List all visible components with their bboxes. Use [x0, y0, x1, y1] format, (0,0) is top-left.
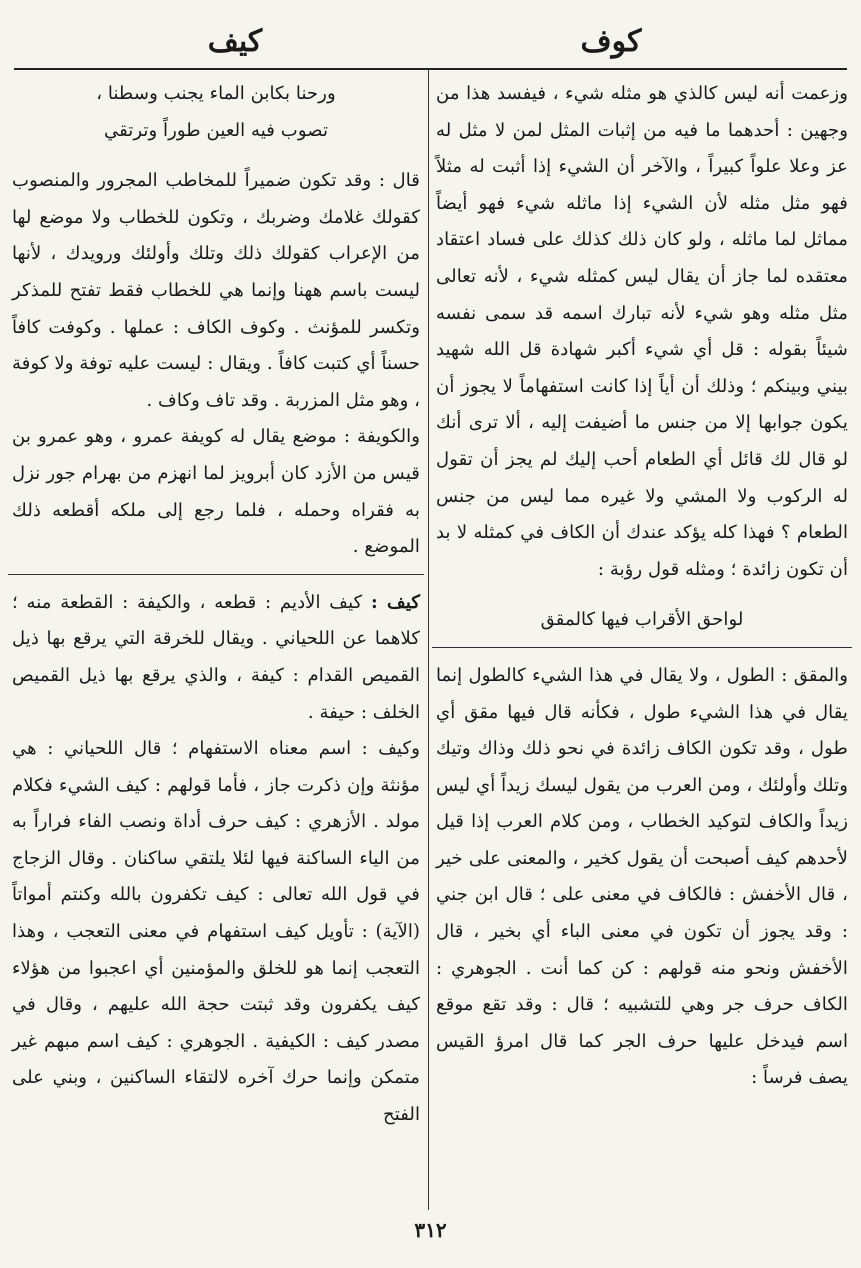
page-number: ٣١٢ — [414, 1218, 447, 1242]
left-paragraph-4: وكيف : اسم معناه الاستفهام ؛ قال اللحياني : هي مؤنثة وإن ذكرت جاز ، فأما قولهم : كيف الشيء فكلام مولد . الأزهري : كيف حرف أداة ونصب الفاء فراراً به من الياء الساكنة فيها لئلا يلتقي ساكنان . وقال الزجاج في قول الله تعالى : كيف تكفرون بالله وكنتم أمواتاً (الآية) : تأويل كيف استفهام في معنى التعجب ، وهذا التعجب إنما هو للخلق والمؤمنين أي اعجبوا من هؤلاء كيف يكفرون وقد ثبتت حجة الله عليهم ، وقال في مصدر كيف : الكيفية . الجوهري : كيف اسم مبهم غير متمكن وإنما حرك آخره لالتقاء الساكنين ، وبني على الفتح — [12, 738, 420, 1126]
right-verse-rule — [432, 647, 852, 648]
column-divider — [428, 70, 429, 1210]
right-paragraph-1: وزعمت أنه ليس كالذي هو مثله شيء ، فيفسد هذا من وجهين : أحدهما ما فيه من إثبات المثل لمن لا مثل له عز وعلا علواً كبيراً ، والآخر أن الشيء إذا أثبت له مثلاً فهو مثل مثله لأن الشيء إذا ماثله شيء فهو أيضاً مماثل لما ماثله ، ولو كان ذلك كذلك على فساد اعتقاد معتقده لما جاز أن يقال ليس كمثله شيء ، لأنه تعالى مثل مثله وهو شيء لأنه تبارك اسمه قد سمى نفسه شيئاً بقوله : قل أي شيء أكبر شهادة قل الله شهيد بيني وبينكم ؛ وذلك أن أياً إذا كانت استفهاماً لا يجوز أن يكون جوابها إلا من جنس ما أضيفت إليه ، ألا ترى أنك لو قال لك قائل أي الطعام أحب إليك لم يجز أن تقول له الركوب ولا المشي ولا غيره مما ليس من جنس الطعام ؟ فهذا كله يؤكد عندك أن الكاف في كمثله لا بد أن تكون زائدة ؛ ومثله قول رؤبة : — [436, 83, 848, 580]
kayf-entry — [12, 585, 420, 731]
right-verse: لواحق الأقراب فيها كالمقق — [540, 609, 744, 631]
left-verse-line-1: ورحنا بكابن الماء يجنب وسطنا ، — [96, 83, 336, 104]
left-verse-line-2: تصوب فيه العين طوراً وترتقي — [103, 119, 329, 141]
right-paragraph-2: والمقق : الطول ، ولا يقال في هذا الشيء كالطول إنما يقال في هذا الشيء طول ، فكأنه قال فيها مقق أي طول ، وقد تكون الكاف زائدة في نحو ذلك وذاك وتيك وتلك وأولئك ، ومن العرب من يقول ليسك زيداً أي ليس زيداً والكاف لتوكيد الخطاب ، ومن كلام العرب إذا قيل لأحدهم كيف أصبحت أن يقول كخير ، والمعنى على خير ، قال الأخفش : فالكاف في معنى على ؛ قال ابن جني : وقد يجوز أن تكون في معنى الباء أي بخير ، قال الأخفش ونحو منه قولهم : كن كما أنت . الجوهري : الكاف حرف جر وهي للتشبيه ؛ قال : وقد تقع موقع اسم فيدخل عليها حرف الجر كما قال امرؤ القيس يصف فرساً : — [436, 664, 848, 1089]
left-paragraph-3: كيف الأديم : قطعه ، والكيفة : القطعة منه ؛ كلاهما عن اللحياني . ويقال للخرقة التي يرقع بها ذيل القميص القدام : كيفة ، والذي يرقع بها ذيل القميص الخلف : حيفة . — [12, 591, 420, 723]
left-column — [12, 76, 420, 1134]
entry-headword: كيف : — [371, 591, 420, 613]
left-paragraph-1: قال : وقد تكون ضميراً للمخاطب المجرور والمنصوب كقولك غلامك وضربك ، وتكون للخطاب ولا موضع لها من الإعراب كقولك ذلك وتلك وأولئك ورويدك ، لأنها ليست باسم ههنا وإنما هي للخطاب فقط تفتح للمذكر وتكسر للمؤنث . وكوف الكاف : عملها . وكوفت كافاً حسناً أي كتبت كافاً . ويقال : ليست عليه توفة ولا كوفة ، وهو مثل المزربة . وقد تاف وكاف . — [12, 170, 420, 411]
left-header-title: كيف — [207, 24, 263, 59]
right-column — [436, 76, 848, 1097]
right-header-title: كوف — [580, 24, 642, 59]
left-paragraph-2: والكويفة : موضع يقال له كويفة عمرو ، وهو عمرو بن قيس من الأزد كان أبرويز لما انهزم من بهرام جور نزل به فقراه وحمله ، فلما رجع إلى ملكه أقطعه ذلك الموضع . — [12, 426, 420, 558]
entry-rule — [8, 574, 424, 575]
header-rule — [14, 68, 847, 70]
